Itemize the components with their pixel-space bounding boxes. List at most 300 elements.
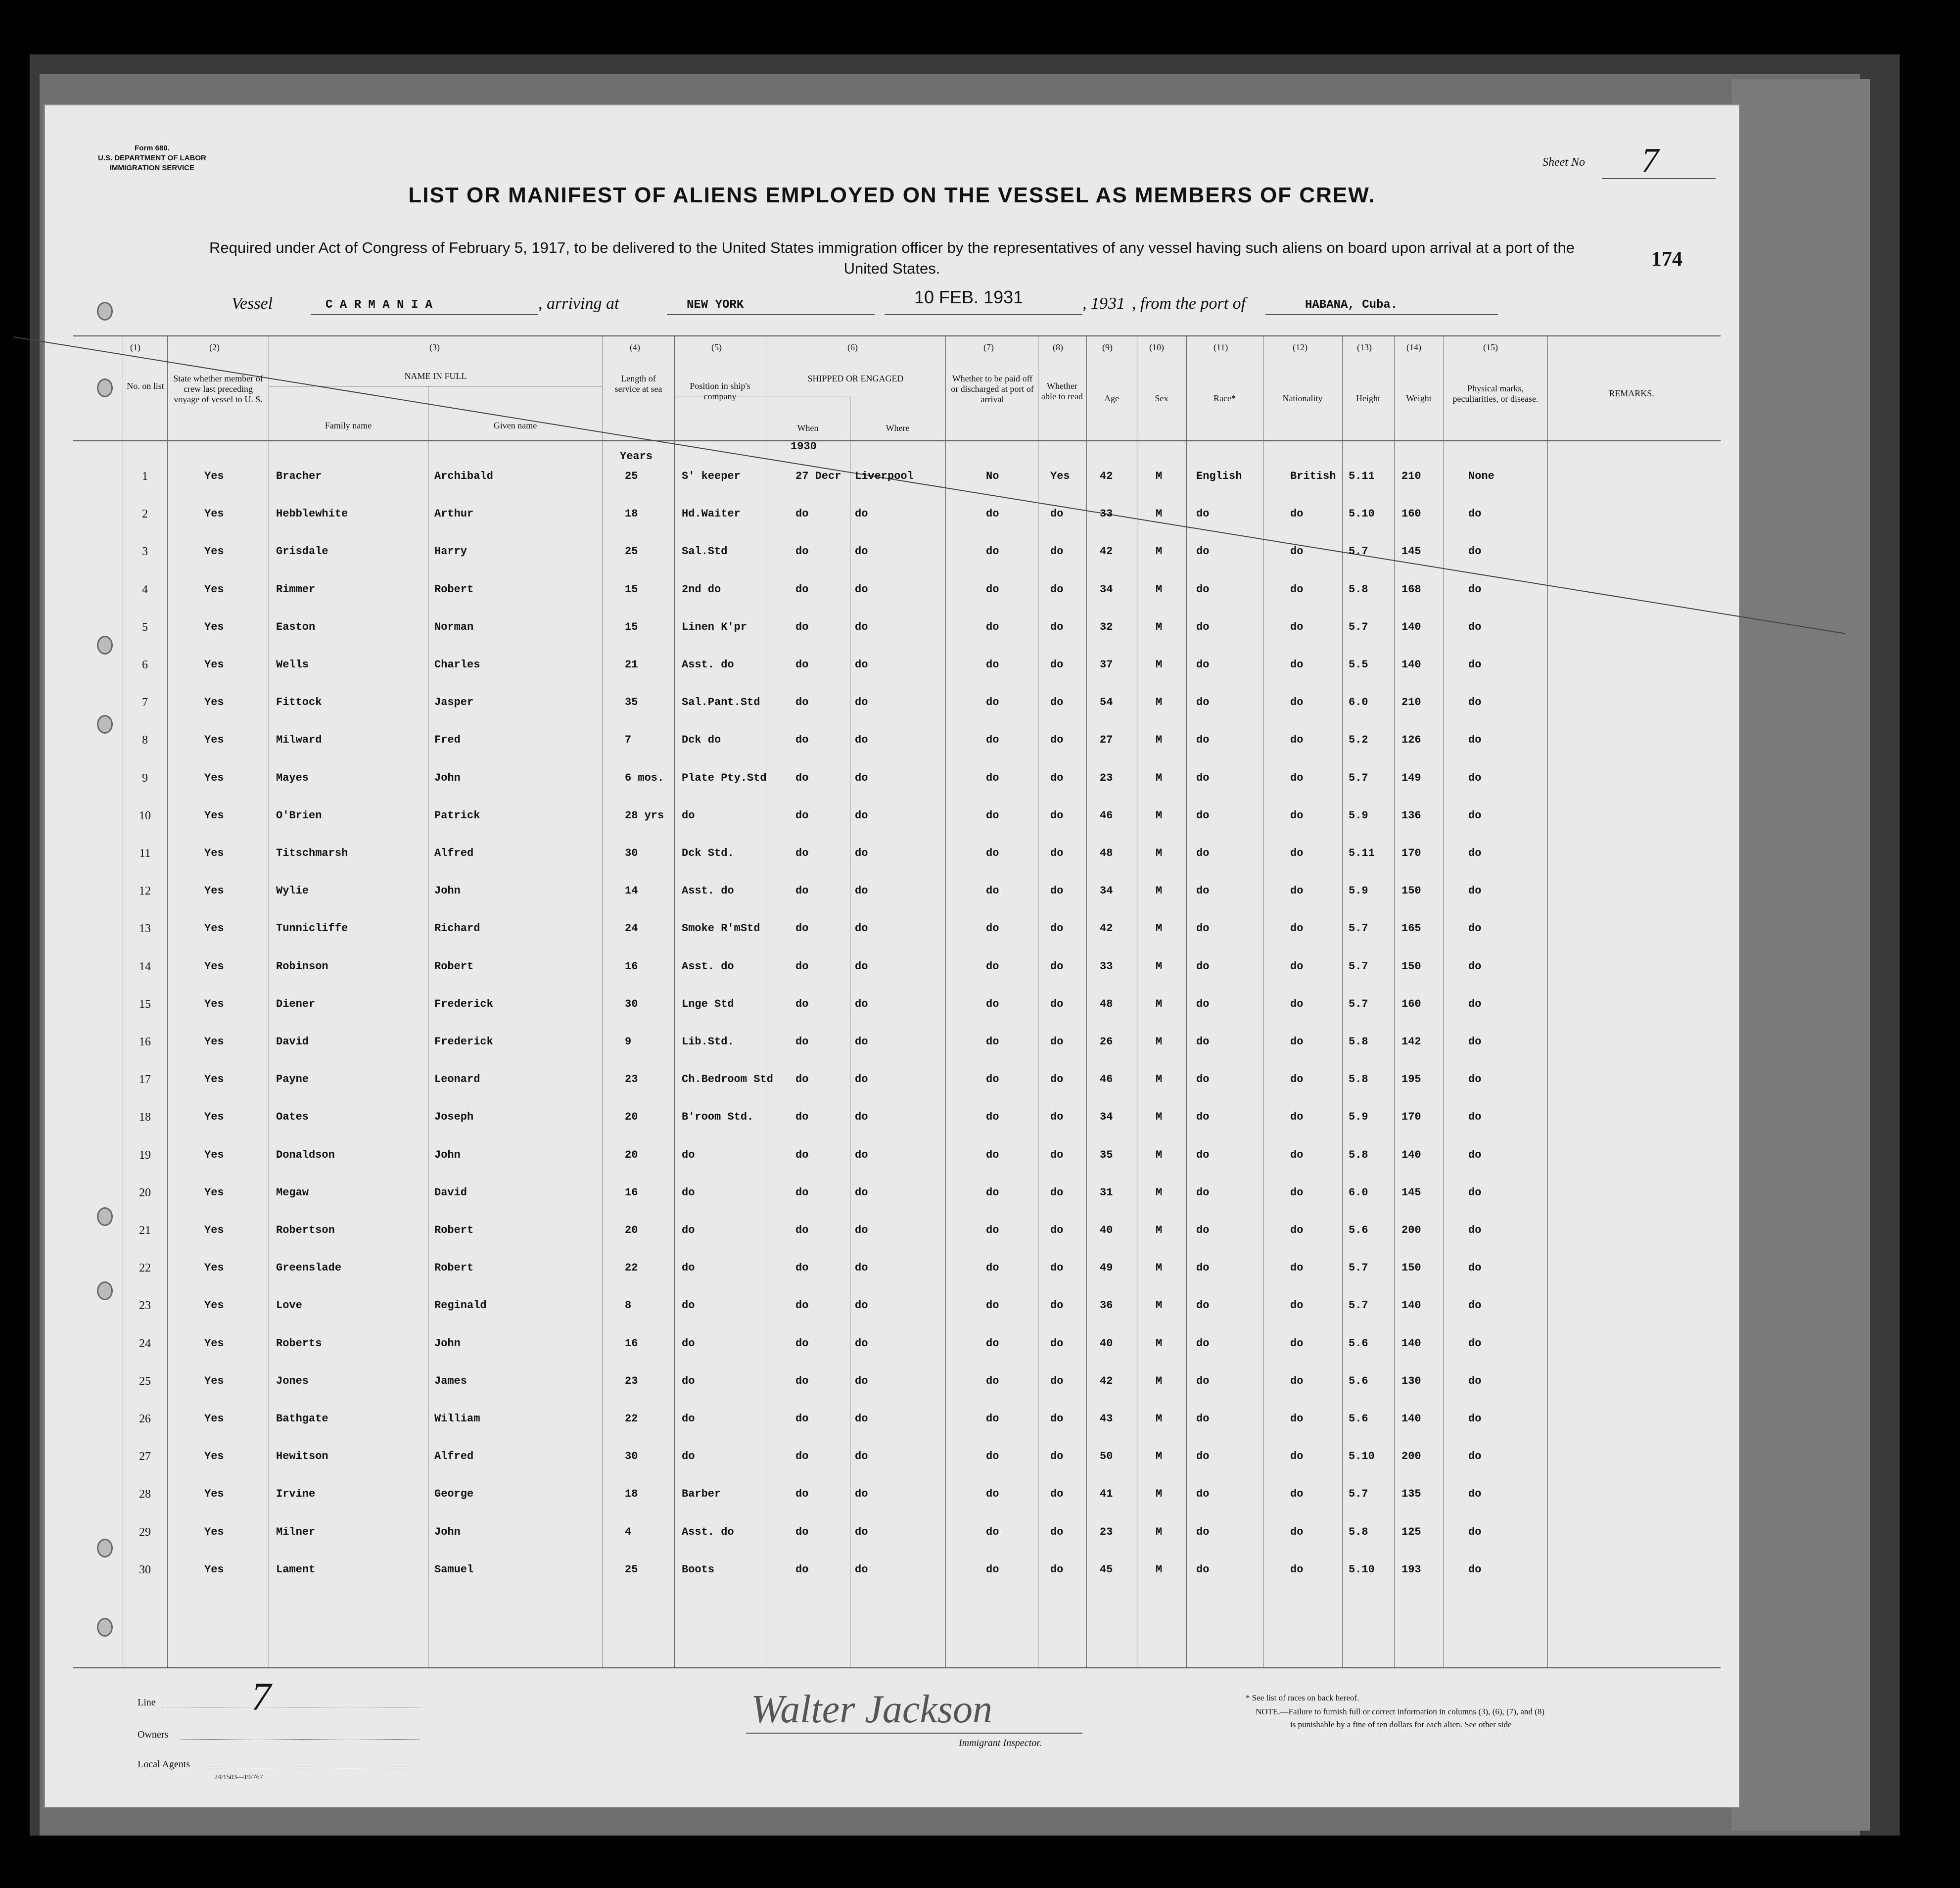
- age-cell: 42: [1100, 470, 1113, 482]
- family-name-cell: Milner: [276, 1525, 316, 1538]
- where-cell: do: [855, 1450, 868, 1463]
- row-number: 23: [139, 1299, 151, 1313]
- prior-voyage-cell: Yes: [204, 1488, 224, 1501]
- able-read-cell: do: [1050, 771, 1064, 784]
- age-cell: 46: [1100, 1073, 1113, 1086]
- row-number: 8: [142, 734, 148, 747]
- row-number: 4: [142, 583, 148, 596]
- physical-marks-cell: do: [1468, 508, 1482, 520]
- where-cell: do: [855, 1563, 868, 1576]
- nationality-cell: do: [1290, 1262, 1304, 1274]
- given-name-cell: George: [434, 1488, 474, 1501]
- nationality-cell: do: [1290, 960, 1304, 973]
- where-cell: do: [855, 734, 868, 747]
- race-cell: do: [1196, 1111, 1210, 1124]
- age-cell: 42: [1100, 922, 1113, 935]
- length-service-cell: 15: [625, 620, 638, 633]
- given-name-cell: Patrick: [434, 809, 480, 822]
- height-cell: 5.10: [1349, 508, 1375, 520]
- prior-voyage-cell: Yes: [204, 734, 224, 747]
- sex-cell: M: [1156, 1148, 1163, 1161]
- row-number: 9: [142, 771, 148, 785]
- row-number: 7: [142, 696, 148, 709]
- weight-cell: 160: [1401, 997, 1421, 1010]
- nationality-cell: do: [1290, 545, 1304, 558]
- prior-voyage-cell: Yes: [204, 809, 224, 822]
- physical-marks-cell: do: [1468, 545, 1482, 558]
- age-cell: 35: [1100, 1148, 1113, 1161]
- row-number: 5: [142, 620, 148, 634]
- family-name-cell: Grisdale: [276, 545, 328, 558]
- year-1930-note: 1930: [791, 440, 817, 453]
- given-name-cell: John: [434, 1525, 461, 1538]
- given-name-cell: Robert: [434, 583, 474, 596]
- given-name-cell: Archibald: [434, 470, 493, 482]
- race-cell: do: [1196, 734, 1210, 747]
- when-cell: do: [795, 1148, 809, 1161]
- prior-voyage-cell: Yes: [204, 508, 224, 520]
- weight-cell: 160: [1401, 508, 1421, 520]
- length-service-cell: 28 yrs: [625, 809, 664, 822]
- date-underline: [885, 314, 1082, 315]
- when-cell: do: [795, 922, 809, 935]
- header-length-service: Length of service at sea: [614, 374, 662, 394]
- paid-off-cell: do: [986, 1525, 999, 1538]
- sex-cell: M: [1156, 809, 1163, 822]
- physical-marks-cell: do: [1468, 997, 1482, 1010]
- paid-off-cell: do: [986, 1488, 999, 1501]
- weight-cell: 165: [1401, 922, 1421, 935]
- family-name-cell: Oates: [276, 1111, 309, 1124]
- length-service-cell: 18: [625, 508, 638, 520]
- position-cell: 2nd do: [682, 583, 721, 596]
- nationality-cell: do: [1290, 809, 1304, 822]
- prior-voyage-cell: Yes: [204, 1262, 224, 1274]
- prior-voyage-cell: Yes: [204, 885, 224, 897]
- length-service-cell: 16: [625, 1186, 638, 1199]
- paid-off-cell: do: [986, 696, 999, 709]
- where-cell: do: [855, 1148, 868, 1161]
- height-cell: 5.8: [1349, 1073, 1368, 1086]
- binding-hole: [97, 1539, 113, 1558]
- prior-voyage-cell: Yes: [204, 470, 224, 482]
- header-position: Position in ship's company: [690, 381, 750, 401]
- row-number: 1: [142, 470, 148, 483]
- header-nationality: Nationality: [1282, 393, 1323, 403]
- age-cell: 34: [1100, 1111, 1113, 1124]
- height-cell: 5.7: [1349, 997, 1368, 1010]
- able-read-cell: do: [1050, 1299, 1064, 1312]
- given-name-cell: Arthur: [434, 508, 474, 520]
- where-cell: do: [855, 583, 868, 596]
- height-cell: 5.9: [1349, 1111, 1368, 1124]
- physical-marks-cell: do: [1468, 847, 1482, 859]
- where-cell: do: [855, 960, 868, 973]
- given-name-cell: David: [434, 1186, 467, 1199]
- sex-cell: M: [1156, 960, 1163, 973]
- row-number: 12: [139, 885, 151, 898]
- height-cell: 6.0: [1349, 696, 1368, 709]
- paid-off-cell: do: [986, 1262, 999, 1274]
- position-cell: Smoke R'mStd: [682, 922, 760, 935]
- race-note: * See list of races on back hereof.: [1246, 1693, 1359, 1702]
- binding-hole: [97, 302, 113, 321]
- given-name-cell: John: [434, 885, 461, 897]
- when-cell: do: [795, 1224, 809, 1236]
- position-cell: Sal.Std: [682, 545, 728, 558]
- nationality-cell: do: [1290, 620, 1304, 633]
- length-service-cell: 22: [625, 1262, 638, 1274]
- when-cell: do: [795, 809, 809, 822]
- header-state-whether: State whether member of crew last preceding voyage of vessel to U. S.: [173, 374, 263, 404]
- nationality-cell: do: [1290, 1337, 1304, 1350]
- paid-off-cell: do: [986, 1337, 999, 1350]
- weight-cell: 170: [1401, 847, 1421, 859]
- age-cell: 54: [1100, 696, 1113, 709]
- nationality-cell: do: [1290, 1111, 1304, 1124]
- length-service-cell: 20: [625, 1148, 638, 1161]
- years-note: Years: [620, 450, 653, 463]
- weight-cell: 140: [1401, 620, 1421, 633]
- nationality-cell: do: [1290, 1374, 1304, 1387]
- vessel-underline: [311, 314, 538, 315]
- family-name-cell: Payne: [276, 1073, 309, 1086]
- age-cell: 23: [1100, 771, 1113, 784]
- given-name-cell: Jasper: [434, 696, 474, 709]
- age-cell: 33: [1100, 508, 1113, 520]
- age-cell: 36: [1100, 1299, 1113, 1312]
- back-sheet: [1731, 79, 1870, 1831]
- family-name-cell: Rimmer: [276, 583, 316, 596]
- paid-off-cell: do: [986, 620, 999, 633]
- nationality-cell: British: [1290, 470, 1336, 482]
- able-read-cell: do: [1050, 847, 1064, 859]
- when-cell: 27 Decr: [795, 470, 841, 482]
- given-name-cell: Fred: [434, 734, 461, 747]
- weight-cell: 140: [1401, 1337, 1421, 1350]
- family-name-cell: Tunnicliffe: [276, 922, 348, 935]
- able-read-cell: do: [1050, 1224, 1064, 1236]
- family-name-cell: Milward: [276, 734, 322, 747]
- when-cell: do: [795, 1413, 809, 1425]
- column-number: (4): [630, 342, 640, 352]
- when-cell: do: [795, 1036, 809, 1048]
- race-cell: do: [1196, 847, 1210, 859]
- binding-hole: [97, 1618, 113, 1637]
- sex-cell: M: [1156, 1337, 1163, 1350]
- when-cell: do: [795, 696, 809, 709]
- where-cell: do: [855, 620, 868, 633]
- where-cell: do: [855, 545, 868, 558]
- paid-off-cell: do: [986, 508, 999, 520]
- length-service-cell: 23: [625, 1374, 638, 1387]
- length-service-cell: 9: [625, 1036, 632, 1048]
- row-number: 28: [139, 1488, 151, 1501]
- able-read-cell: do: [1050, 1186, 1064, 1199]
- age-cell: 50: [1100, 1450, 1113, 1463]
- prior-voyage-cell: Yes: [204, 1374, 224, 1387]
- given-name-cell: William: [434, 1413, 480, 1425]
- prior-voyage-cell: Yes: [204, 1299, 224, 1312]
- nationality-cell: do: [1290, 997, 1304, 1010]
- family-name-cell: Greenslade: [276, 1262, 342, 1274]
- position-cell: do: [682, 1262, 695, 1274]
- physical-marks-cell: do: [1468, 1186, 1482, 1199]
- when-cell: do: [795, 659, 809, 671]
- position-cell: Dck Std.: [682, 847, 734, 859]
- height-cell: 5.10: [1349, 1563, 1375, 1576]
- page-title: LIST OR MANIFEST OF ALIENS EMPLOYED ON THE VESSEL AS MEMBERS OF CREW.: [408, 183, 1376, 207]
- length-service-cell: 30: [625, 997, 638, 1010]
- position-cell: do: [682, 1186, 695, 1199]
- able-read-cell: do: [1050, 1148, 1064, 1161]
- paid-off-cell: do: [986, 1299, 999, 1312]
- position-cell: do: [682, 1374, 695, 1387]
- arriving-label: , arriving at: [538, 294, 619, 313]
- where-cell: do: [855, 1262, 868, 1274]
- family-name-cell: Robinson: [276, 960, 328, 973]
- prior-voyage-cell: Yes: [204, 1337, 224, 1350]
- column-number: (12): [1293, 342, 1307, 352]
- weight-cell: 195: [1401, 1073, 1421, 1086]
- height-cell: 5.7: [1349, 960, 1368, 973]
- height-cell: 5.7: [1349, 1299, 1368, 1312]
- weight-cell: 168: [1401, 583, 1421, 596]
- age-cell: 26: [1100, 1036, 1113, 1048]
- where-cell: do: [855, 508, 868, 520]
- physical-marks-cell: do: [1468, 734, 1482, 747]
- column-number: (7): [983, 342, 994, 352]
- nationality-cell: do: [1290, 1299, 1304, 1312]
- height-cell: 5.7: [1349, 771, 1368, 784]
- sex-cell: M: [1156, 1186, 1163, 1199]
- weight-cell: 140: [1401, 1148, 1421, 1161]
- prior-voyage-cell: Yes: [204, 922, 224, 935]
- position-cell: Asst. do: [682, 1525, 734, 1538]
- physical-marks-cell: do: [1468, 1036, 1482, 1048]
- given-name-cell: Robert: [434, 1262, 474, 1274]
- paid-off-cell: do: [986, 960, 999, 973]
- age-cell: 40: [1100, 1337, 1113, 1350]
- given-name-cell: Alfred: [434, 1450, 474, 1463]
- position-cell: Dck do: [682, 734, 721, 747]
- age-cell: 27: [1100, 734, 1113, 747]
- header-when: When: [797, 423, 819, 433]
- given-name-cell: John: [434, 1337, 461, 1350]
- column-number: (15): [1483, 342, 1498, 352]
- nationality-cell: do: [1290, 885, 1304, 897]
- prior-voyage-cell: Yes: [204, 659, 224, 671]
- given-name-cell: John: [434, 771, 461, 784]
- header-remarks: REMARKS.: [1609, 388, 1654, 398]
- line-label: Line: [138, 1697, 156, 1708]
- family-name-cell: Robertson: [276, 1224, 335, 1236]
- sex-cell: M: [1156, 1111, 1163, 1124]
- able-read-cell: do: [1050, 922, 1064, 935]
- physical-marks-cell: do: [1468, 583, 1482, 596]
- page-subtitle: Required under Act of Congress of February 5, 1917, to be delivered to the United States immigration officer by the representatives of any vessel having such aliens on board upon arrival at a port of the United States.: [209, 239, 1575, 277]
- nationality-cell: do: [1290, 734, 1304, 747]
- row-number: 18: [139, 1111, 151, 1124]
- height-cell: 5.8: [1349, 583, 1368, 596]
- sex-cell: M: [1156, 659, 1163, 671]
- able-read-cell: do: [1050, 960, 1064, 973]
- sex-cell: M: [1156, 1488, 1163, 1501]
- penalty-note-1: NOTE.—Failure to furnish full or correct information in columns (3), (6), (7), and (8): [1256, 1707, 1544, 1716]
- nationality-cell: do: [1290, 1450, 1304, 1463]
- vessel-label: Vessel: [232, 294, 273, 313]
- paid-off-cell: do: [986, 1111, 999, 1124]
- table-bottom-rule: [73, 1667, 1721, 1668]
- paid-off-cell: do: [986, 997, 999, 1010]
- row-number: 6: [142, 659, 148, 671]
- race-cell: do: [1196, 545, 1210, 558]
- height-cell: 5.7: [1349, 922, 1368, 935]
- length-service-cell: 4: [625, 1525, 632, 1538]
- family-name-cell: Hebblewhite: [276, 508, 348, 520]
- header-age: Age: [1104, 393, 1119, 403]
- able-read-cell: do: [1050, 696, 1064, 709]
- sheet-underline: [1602, 178, 1716, 179]
- where-cell: do: [855, 809, 868, 822]
- paid-off-cell: do: [986, 1148, 999, 1161]
- row-number: 21: [139, 1224, 151, 1237]
- able-read-cell: do: [1050, 659, 1064, 671]
- height-cell: 5.10: [1349, 1450, 1375, 1463]
- column-number: (6): [847, 342, 858, 352]
- prior-voyage-cell: Yes: [204, 1525, 224, 1538]
- physical-marks-cell: do: [1468, 771, 1482, 784]
- prior-voyage-cell: Yes: [204, 545, 224, 558]
- physical-marks-cell: do: [1468, 960, 1482, 973]
- length-service-cell: 21: [625, 659, 638, 671]
- race-cell: do: [1196, 1413, 1210, 1425]
- when-cell: do: [795, 620, 809, 633]
- column-number: (1): [130, 342, 140, 352]
- able-read-cell: do: [1050, 1450, 1064, 1463]
- owners-underline: [180, 1739, 420, 1740]
- family-name-cell: Easton: [276, 620, 316, 633]
- nationality-cell: do: [1290, 922, 1304, 935]
- position-cell: do: [682, 1450, 695, 1463]
- nationality-cell: do: [1290, 1073, 1304, 1086]
- age-cell: 46: [1100, 809, 1113, 822]
- height-cell: 5.6: [1349, 1413, 1368, 1425]
- position-cell: Linen K'pr: [682, 620, 747, 633]
- length-service-cell: 22: [625, 1413, 638, 1425]
- race-cell: do: [1196, 1450, 1210, 1463]
- length-service-cell: 7: [625, 734, 632, 747]
- row-number: 17: [139, 1073, 151, 1086]
- nationality-cell: do: [1290, 1224, 1304, 1236]
- sex-cell: M: [1156, 847, 1163, 859]
- length-service-cell: 25: [625, 1563, 638, 1576]
- when-cell: do: [795, 960, 809, 973]
- sex-cell: M: [1156, 545, 1163, 558]
- paid-off-cell: do: [986, 1073, 999, 1086]
- physical-marks-cell: do: [1468, 1073, 1482, 1086]
- family-name-cell: Wylie: [276, 885, 309, 897]
- race-cell: do: [1196, 1374, 1210, 1387]
- column-line: [1186, 336, 1187, 1667]
- given-name-cell: Frederick: [434, 1036, 493, 1048]
- nationality-cell: do: [1290, 771, 1304, 784]
- sex-cell: M: [1156, 1374, 1163, 1387]
- physical-marks-cell: do: [1468, 809, 1482, 822]
- position-cell: Lnge Std: [682, 997, 734, 1010]
- paid-off-cell: do: [986, 583, 999, 596]
- nationality-cell: do: [1290, 1036, 1304, 1048]
- given-name-cell: Richard: [434, 922, 480, 935]
- port-underline: [667, 314, 875, 315]
- race-cell: do: [1196, 997, 1210, 1010]
- given-name-cell: Frederick: [434, 997, 493, 1010]
- able-read-cell: Yes: [1050, 470, 1070, 482]
- age-cell: 41: [1100, 1488, 1113, 1501]
- year-value: 31: [1108, 294, 1125, 313]
- nationality-cell: do: [1290, 1413, 1304, 1425]
- column-line: [1394, 336, 1395, 1667]
- sex-cell: M: [1156, 1450, 1163, 1463]
- family-name-cell: Megaw: [276, 1186, 309, 1199]
- where-cell: do: [855, 659, 868, 671]
- family-name-cell: Fittock: [276, 696, 322, 709]
- age-cell: 32: [1100, 620, 1113, 633]
- length-service-cell: 14: [625, 885, 638, 897]
- binding-hole: [97, 1207, 113, 1226]
- signature-underline: [746, 1733, 1082, 1734]
- physical-marks-cell: do: [1468, 1224, 1482, 1236]
- race-cell: do: [1196, 508, 1210, 520]
- height-cell: 5.7: [1349, 1262, 1368, 1274]
- sex-cell: M: [1156, 508, 1163, 520]
- position-cell: Asst. do: [682, 885, 734, 897]
- able-read-cell: do: [1050, 583, 1064, 596]
- length-service-cell: 20: [625, 1111, 638, 1124]
- race-cell: do: [1196, 960, 1210, 973]
- from-port-underline: [1265, 314, 1498, 315]
- weight-cell: 142: [1401, 1036, 1421, 1048]
- physical-marks-cell: None: [1468, 470, 1494, 482]
- where-cell: do: [855, 997, 868, 1010]
- height-cell: 6.0: [1349, 1186, 1368, 1199]
- family-name-cell: Roberts: [276, 1337, 322, 1350]
- length-service-cell: 15: [625, 583, 638, 596]
- paid-off-cell: do: [986, 922, 999, 935]
- weight-cell: 150: [1401, 885, 1421, 897]
- age-cell: 49: [1100, 1262, 1113, 1274]
- penalty-note-2: is punishable by a fine of ten dollars for each alien. See other side: [1290, 1720, 1512, 1729]
- paid-off-cell: do: [986, 659, 999, 671]
- weight-cell: 200: [1401, 1450, 1421, 1463]
- weight-cell: 135: [1401, 1488, 1421, 1501]
- race-cell: do: [1196, 1525, 1210, 1538]
- physical-marks-cell: do: [1468, 1563, 1482, 1576]
- nationality-cell: do: [1290, 1186, 1304, 1199]
- able-read-cell: do: [1050, 1262, 1064, 1274]
- prior-voyage-cell: Yes: [204, 847, 224, 859]
- sex-cell: M: [1156, 1224, 1163, 1236]
- physical-marks-cell: do: [1468, 1262, 1482, 1274]
- position-cell: S' keeper: [682, 470, 741, 482]
- given-name-cell: John: [434, 1148, 461, 1161]
- prior-voyage-cell: Yes: [204, 583, 224, 596]
- column-number: (11): [1213, 342, 1228, 352]
- height-cell: 5.7: [1349, 620, 1368, 633]
- column-number: (8): [1053, 342, 1063, 352]
- length-service-cell: 35: [625, 696, 638, 709]
- length-service-cell: 25: [625, 545, 638, 558]
